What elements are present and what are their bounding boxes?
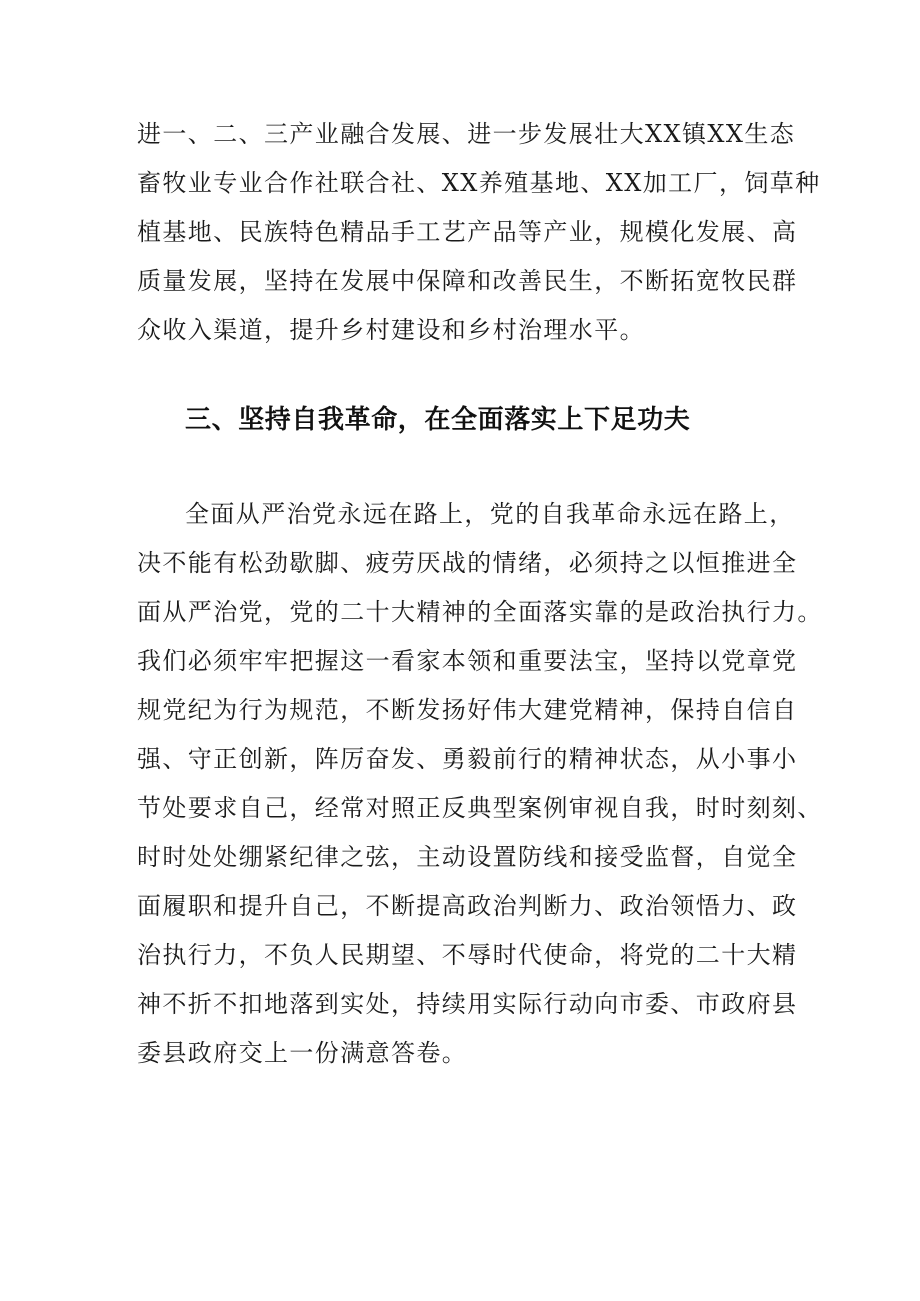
paragraph-line: 面履职和提升自己，不断提高政治判断力、政治领悟力、政	[137, 892, 798, 920]
paragraph-line: 治执行力，不负人民期望、不辱时代使命，将党的二十大精	[137, 941, 798, 969]
paragraph-line: 众收入渠道，提升乡村建设和乡村治理水平。	[137, 316, 645, 344]
paragraph-line: 强、守正创新，阵厉奋发、勇毅前行的精神状态，从小事小	[137, 745, 798, 773]
paragraph-line: 全面从严治党永远在路上，党的自我革命永远在路上，	[185, 500, 795, 528]
section-heading: 三、坚持自我革命，在全面落实上下足功夫	[185, 405, 691, 435]
paragraph-line: 植基地、民族特色精品手工艺产品等产业，规模化发展、高	[137, 218, 798, 246]
paragraph-line: 委县政府交上一份满意答卷。	[137, 1039, 468, 1067]
paragraph-line: 规党纪为行为规范，不断发扬好伟大建党精神，保持自信自	[137, 696, 798, 724]
paragraph-line: 我们必须牢牢把握这一看家本领和重要法宝，坚持以党章党	[137, 647, 798, 675]
paragraph-line: 神不折不扣地落到实处，持续用实际行动向市委、市政府县	[137, 990, 798, 1018]
paragraph-line: 畜牧业专业合作社联合社、XX养殖基地、XX加工厂，饲草种	[137, 169, 821, 197]
paragraph-line: 时时处处绷紧纪律之弦，主动设置防线和接受监督，自觉全	[137, 843, 798, 871]
paragraph-line: 质量发展，坚持在发展中保障和改善民生，不断拓宽牧民群	[137, 267, 798, 295]
paragraph-line: 进一、二、三产业融合发展、进一步发展壮大XX镇XX生态	[137, 120, 796, 148]
paragraph-line: 决不能有松劲歇脚、疲劳厌战的情绪，必须持之以恒推进全	[137, 549, 798, 577]
paragraph-line: 面从严治党，党的二十大精神的全面落实靠的是政治执行力。	[137, 598, 823, 626]
paragraph-line: 节处要求自己，经常对照正反典型案例审视自我，时时刻刻、	[137, 794, 823, 822]
